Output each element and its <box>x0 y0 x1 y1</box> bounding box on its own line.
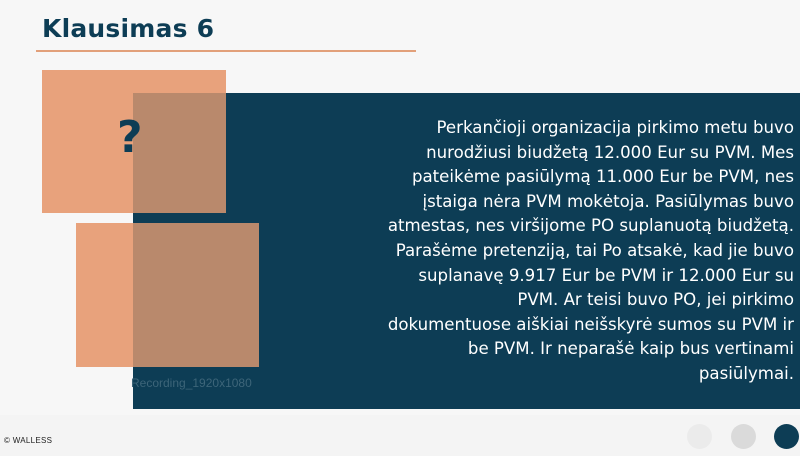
question-mark-icon: ? <box>117 112 143 163</box>
player-footer <box>0 415 800 456</box>
question-line: Parašėme pretenziją, tai Po atsakė, kad jie buvo <box>395 240 794 260</box>
decor-square-top-overlap <box>133 93 226 213</box>
question-line: pasiūlymai. <box>698 363 794 383</box>
question-line: dokumentuose aiškiai neišskyrė sumos su PVM ir <box>387 314 794 334</box>
slide-nav-dot-2[interactable] <box>731 424 756 449</box>
question-text <box>300 116 794 387</box>
decor-square-bottom-overlap <box>133 223 259 367</box>
slide-nav-dot-1[interactable] <box>687 424 712 449</box>
question-line: Perkančioji organizacija pirkimo metu buvo <box>436 118 794 137</box>
question-line: nurodžiusi biudžetą 12.000 Eur su PVM. Mes <box>426 142 794 162</box>
question-line: pateikėme pasiūlymą 11.000 Eur be PVM, nes <box>411 167 794 187</box>
recording-watermark: Recording_1920x1080 <box>131 376 252 390</box>
question-line: įstaiga nėra PVM mokėtoja. Pasiūlymas buvo <box>422 191 794 211</box>
question-line: be PVM. Ir neparašė kaip bus vertinami <box>467 339 794 359</box>
question-line: atmestas, nes viršijome PO suplanuotą biudžetą. <box>387 216 794 236</box>
slide-title: Klausimas 6 <box>42 14 215 43</box>
title-underline <box>36 50 416 52</box>
brand-label: © WALLESS <box>4 436 53 445</box>
question-line: suplanavę 9.917 Eur be PVM ir 12.000 Eur su <box>418 265 794 285</box>
slide-nav-dot-active[interactable] <box>774 424 799 449</box>
question-line: PVM. Ar teisi buvo PO, jei pirkimo <box>517 290 794 310</box>
